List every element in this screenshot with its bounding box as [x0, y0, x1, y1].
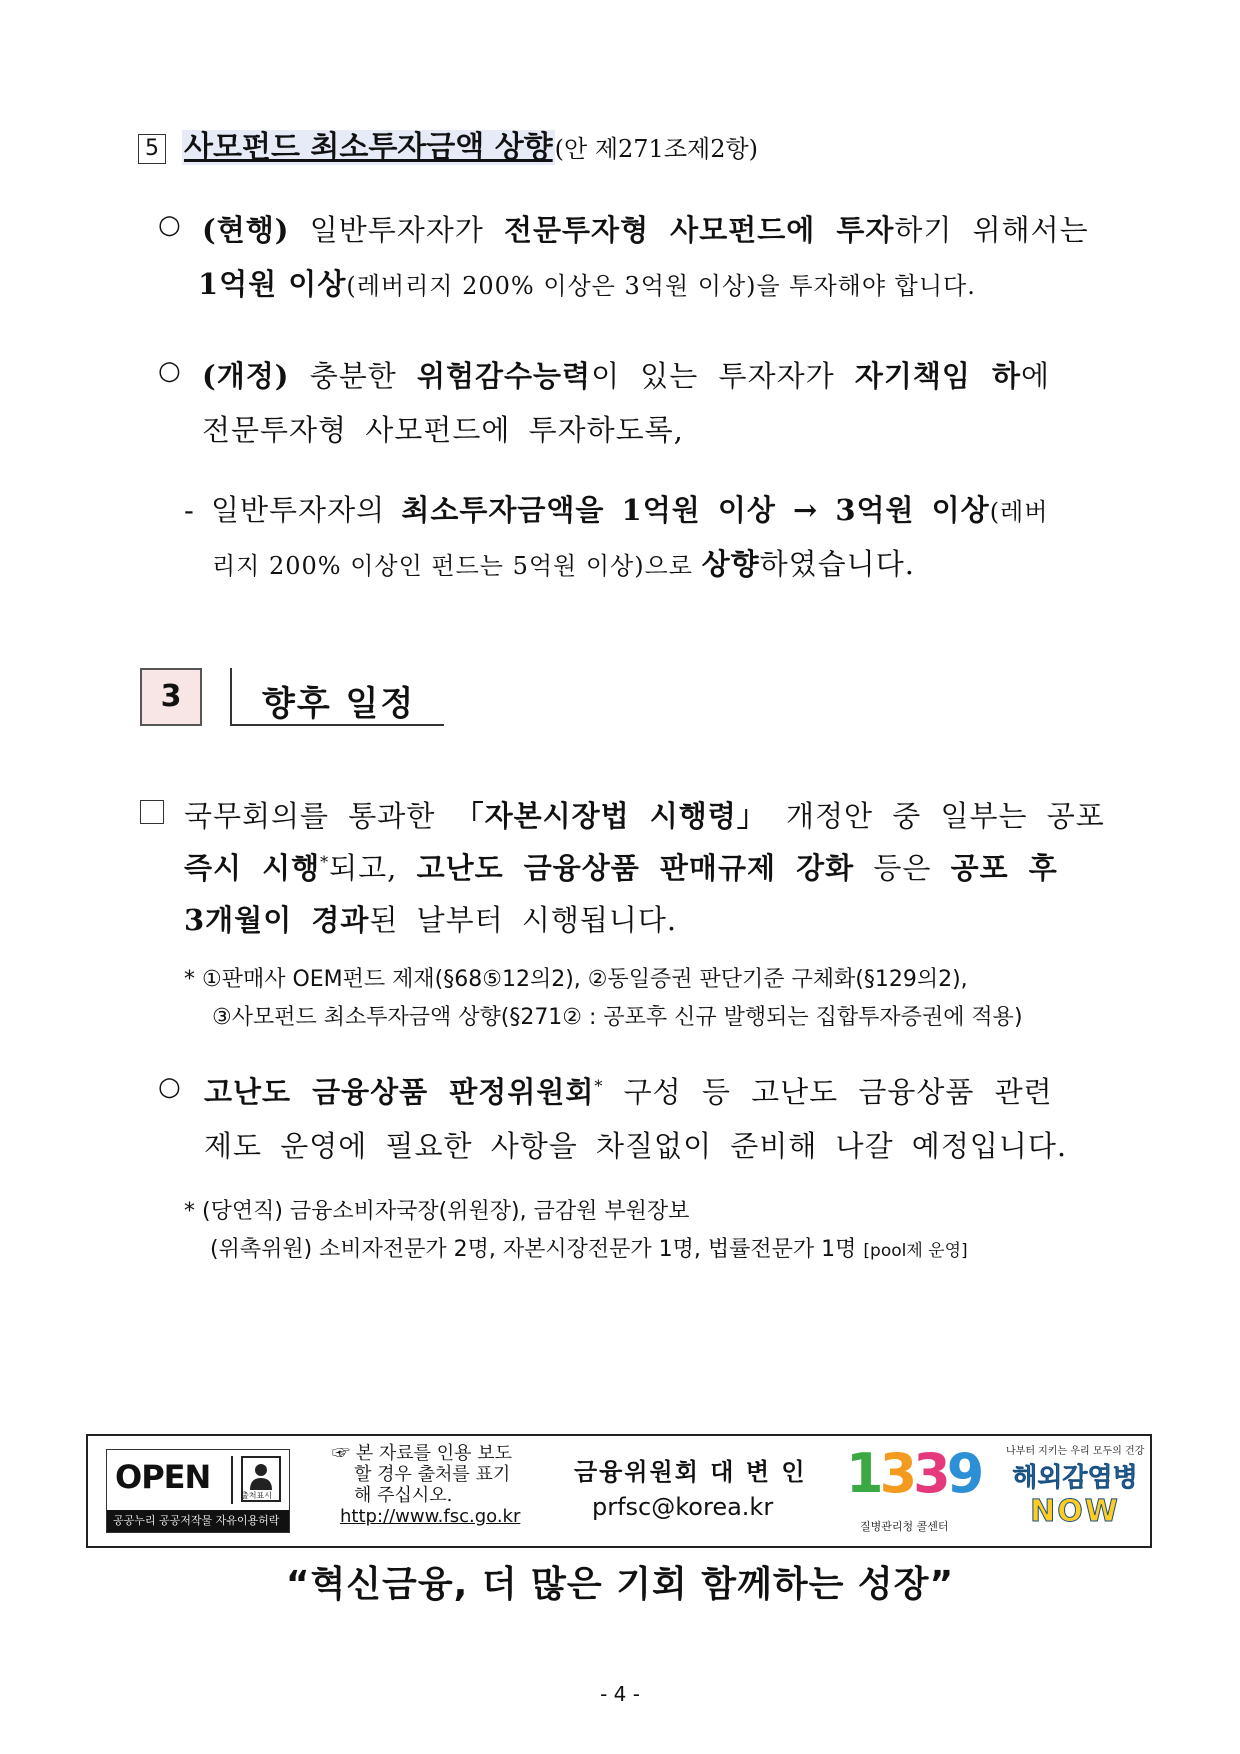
- dash-line-1: - 일반투자자의 최소투자금액을 1억원 이상 → 3억원 이상(레버: [184, 493, 1049, 527]
- footnote-line-2: ③사모펀드 최소투자금액 상향(§271② : 공포후 신규 발행되는 집합투자증권에 적용): [212, 1005, 1023, 1030]
- committee-line-2: 제도 운영에 필요한 사항을 차질없이 준비해 나갈 예정입니다.: [204, 1129, 1068, 1163]
- kdca-1339-logo: 1339 질병관리청 콜센터: [846, 1442, 981, 1533]
- revised-line-1: (개정) 충분한 위험감수능력이 있는 투자자가 자기책임 하에: [202, 359, 1051, 393]
- footnote-line-1: * (당연직) 금융소비자국장(위원장), 금감원 부원장보: [184, 1199, 690, 1224]
- contact-email[interactable]: prfsc@korea.kr: [592, 1493, 774, 1521]
- section-number-box: 5: [138, 134, 166, 164]
- checkbox-bullet: [140, 800, 164, 824]
- page-number: - 4 -: [600, 1682, 640, 1706]
- bullet-circle: ○: [158, 356, 181, 386]
- spokesperson-label: 금융위원회 대 변 인: [574, 1458, 807, 1486]
- attribution-tag: 출처표시: [241, 1491, 272, 1500]
- section-reference: (안 제271조제2항): [554, 135, 759, 163]
- schedule-line-2: 즉시 시행*되고, 고난도 금융상품 판매규제 강화 등은 공포 후: [184, 851, 1058, 885]
- bullet-circle: ○: [158, 1072, 181, 1102]
- bullet-circle: ○: [158, 210, 181, 240]
- ogl-open-text: OPEN: [115, 1458, 211, 1496]
- overseas-infection-now-logo: 나부터 지키는 우리 모두의 건강 해외감염병 NOW: [1006, 1446, 1145, 1529]
- open-license-logo: [106, 1449, 290, 1533]
- revised-line-2: 전문투자형 사모펀드에 투자하도록,: [202, 413, 684, 447]
- kdca-callcenter-label: 질병관리청 콜센터: [860, 1520, 949, 1533]
- section-number-box: 3: [140, 668, 202, 726]
- section-5-heading: [138, 122, 758, 166]
- citation-notice: ☞ 본 자료를 인용 보도 할 경우 출처를 표기 해 주십시오. http://www.fsc.go.kr: [332, 1443, 521, 1527]
- footnote-line-2: (위촉위원) 소비자전문가 2명, 자본시장전문가 1명, 법률전문가 1명 [pool제 운영]: [210, 1237, 968, 1262]
- committee-line-1: 고난도 금융상품 판정위원회* 구성 등 고난도 금융상품 관련: [204, 1075, 1053, 1109]
- section-title: 향후 일정: [262, 684, 416, 724]
- footnote-line-1: * ①판매사 OEM펀드 제재(§68⑤12의2), ②동일증권 판단기준 구체화(§129의2),: [184, 967, 968, 992]
- section-title: 사모펀드 최소투자금액 상향: [184, 130, 553, 165]
- header-divider: [230, 668, 232, 726]
- current-line-1: (현행) 일반투자자가 전문투자형 사모펀드에 투자하기 위해서는: [202, 213, 1089, 247]
- fsc-link[interactable]: http://www.fsc.go.kr: [340, 1506, 521, 1527]
- schedule-line-1: 국무회의를 통과한 「자본시장법 시행령」 개정안 중 일부는 공포: [184, 799, 1105, 833]
- ogl-license-bar: 공공누리 공공저작물 자유이용허락: [107, 1510, 289, 1532]
- slogan: “혁신금융, 더 많은 기회 함께하는 성장”: [285, 1564, 955, 1605]
- current-line-2: 1억원 이상(레버리지 200% 이상은 3억원 이상)을 투자해야 합니다.: [198, 267, 976, 301]
- dash-line-2: 리지 200% 이상인 펀드는 5억원 이상)으로 상향하였습니다.: [212, 547, 915, 581]
- schedule-line-3: 3개월이 경과된 날부터 시행됩니다.: [184, 903, 678, 937]
